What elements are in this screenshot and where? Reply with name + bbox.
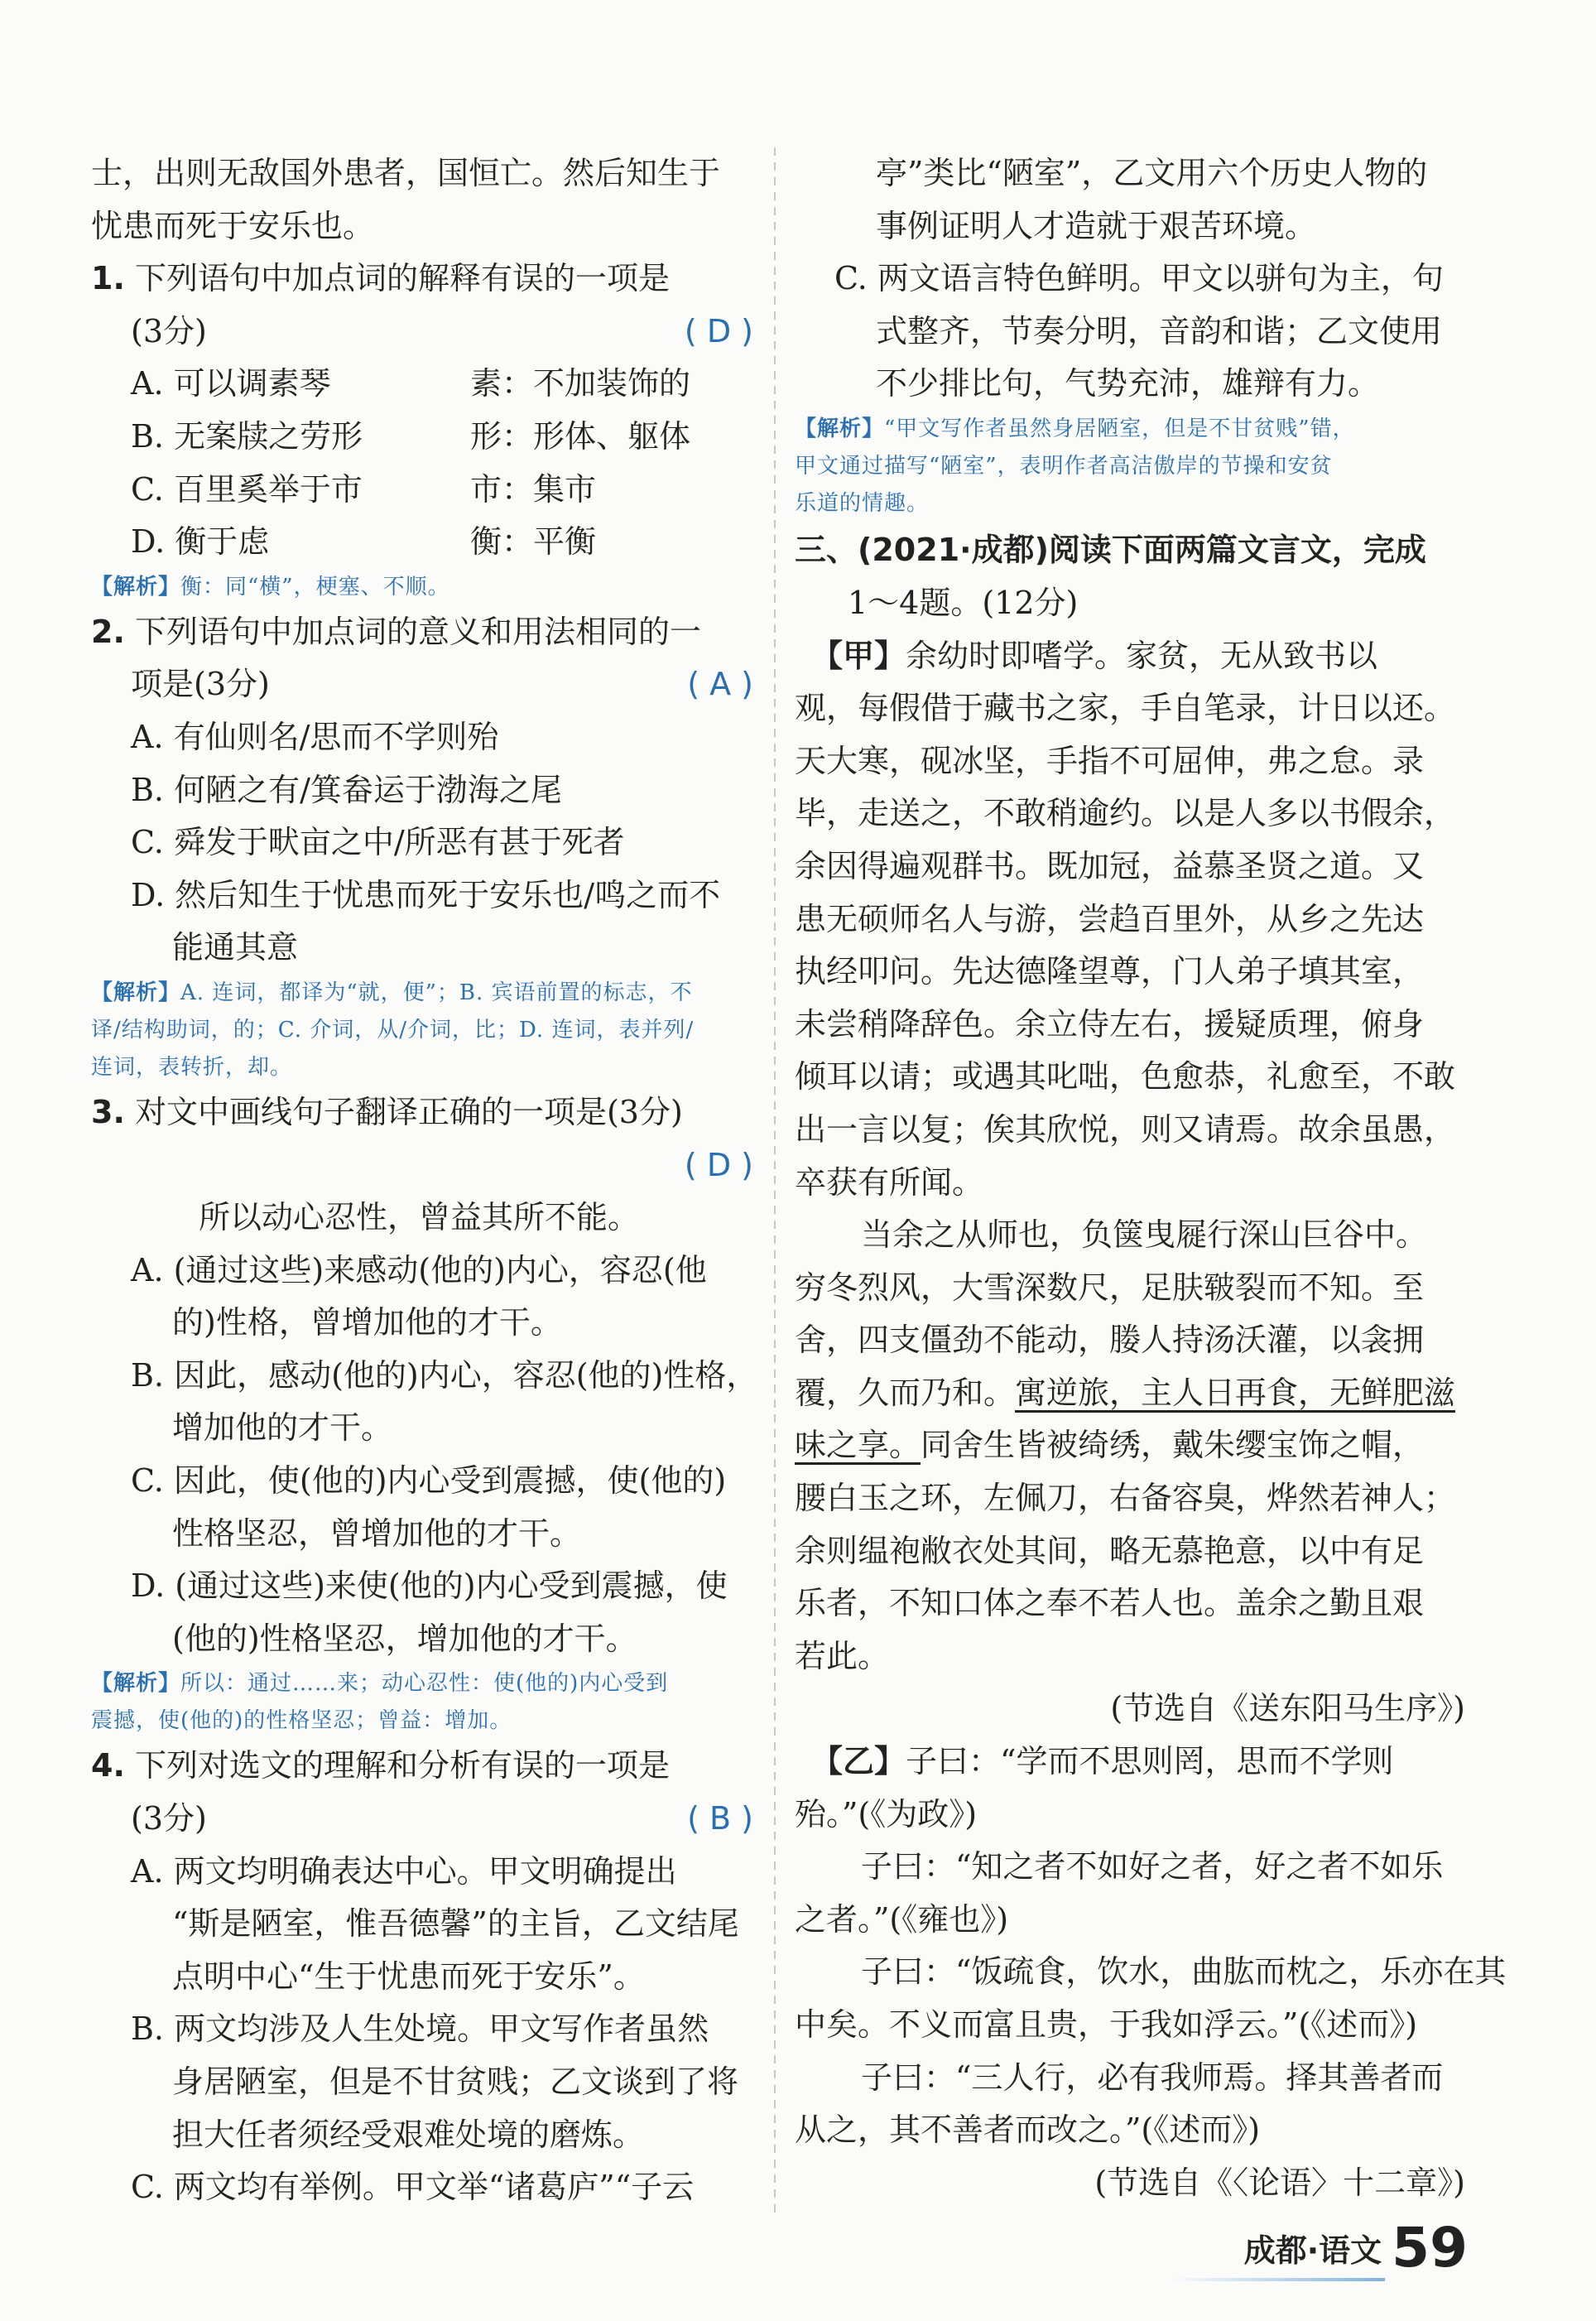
q3-option: B. 因此，感动(他的)内心，容忍(他的)性格， <box>131 1356 758 1394</box>
q3-option-cont: 的)性格，曾增加他的才干。 <box>172 1304 562 1341</box>
q4-number: 4. <box>91 1747 125 1784</box>
option-text: B. 无案牍之劳形 <box>131 417 363 455</box>
section-heading: 三、(2021·成都)阅读下面两篇文言文，完成 <box>795 531 1426 568</box>
passage-yi-line: 子曰：“饭疏食，饮水，曲肱而枕之，乐亦在其 <box>861 1953 1507 1991</box>
left-column <box>91 147 758 2214</box>
passage-yi-line: 中矣。不义而富且贵，于我如浮云。”(《述而》) <box>795 2006 1418 2043</box>
explanation-text: A. 连词，都译为“就，便”；B. 宾语前置的标志，不 <box>180 980 693 1005</box>
q3-answer-line <box>91 1139 753 1192</box>
passage-yi-line: 从之，其不善者而改之。”(《述而》) <box>795 2112 1261 2149</box>
passage-jia-line: 当余之从师也，负箧曳屣行深山巨谷中。 <box>861 1216 1428 1254</box>
explanation-tag: 【解析】 <box>91 980 181 1005</box>
passage-yi-line: 子曰：“知之者不如好之者，好之者不如乐 <box>861 1848 1444 1885</box>
explanation-tag: 【解析】 <box>795 416 885 441</box>
page-footer <box>1243 2216 1468 2280</box>
passage-yi-line: 之者。”(《雍也》) <box>795 1900 1009 1938</box>
passage-text: 子曰：“学而不思则罔，思而不学则 <box>906 1743 1394 1780</box>
explanation-tag: 【解析】 <box>91 574 181 600</box>
passage-yi-source: (节选自《〈论语〉十二章》) <box>1094 2164 1465 2201</box>
q3-option-cont: 性格坚忍，曾增加他的才干。 <box>172 1514 582 1552</box>
explanation-text: 衡：同“横”，梗塞、不顺。 <box>180 574 450 600</box>
explanation-tag: 【解析】 <box>91 1671 181 1697</box>
passage-text: 覆，久而乃和。 <box>795 1374 1016 1411</box>
q2-option: B. 何陋之有/箕畚运于渤海之尾 <box>131 771 562 808</box>
passage-jia-line: 观，每假借于藏书之家，手自笔录，计日以还。 <box>795 690 1456 727</box>
q3-option: A. (通过这些)来感动(他的)内心，容忍(他 <box>131 1251 707 1288</box>
q4-option-cont: 点明中心“生于忧患而死于安乐”。 <box>172 1957 645 1995</box>
section-heading-cont: 1～4题。(12分) <box>848 584 1079 621</box>
q1-number: 1. <box>91 260 125 297</box>
q4-explanation: 甲文通过描写“陋室”，表明作者高洁傲岸的节操和安贫 <box>795 453 1333 479</box>
passage-jia-line: 腰白玉之环，左佩刀，右备容臭，烨然若神人； <box>795 1480 1456 1517</box>
q2-number: 2. <box>91 613 125 650</box>
passage-jia-source: (节选自《送东阳马生序》) <box>1110 1690 1465 1727</box>
q3-stem <box>91 1086 753 1139</box>
passage-jia-line: 卒获有所闻。 <box>795 1163 984 1201</box>
q4-option: B. 两文均涉及人生处境。甲文写作者虽然 <box>131 2010 709 2048</box>
passage-jia-line: 舍，四支僵劲不能动，媵人持汤沃灌，以衾拥 <box>795 1322 1425 1359</box>
passage-jia-line: 若此。 <box>795 1637 890 1674</box>
q4-option-cont: 不少排比句，气势充沛，雄辩有力。 <box>876 365 1380 402</box>
q3-option: D. (通过这些)来使(他的)内心受到震撼，使 <box>131 1567 728 1605</box>
q1-explanation <box>91 569 753 606</box>
q2-stem-text: 下列语句中加点词的意义和用法相同的一 <box>134 613 701 650</box>
passage-jia-line <box>795 1419 1465 1472</box>
q1-stem-text: 下列语句中加点词的解释有误的一项是 <box>134 260 670 297</box>
page-number: 59 <box>1392 2216 1468 2280</box>
explanation-text: 所以：通过……来；动心忍性：使(他的)内心受到 <box>180 1671 669 1697</box>
passage-jia-line <box>795 1367 1465 1420</box>
passage-jia-line: 穷冬烈风，大雪深数尺，足肤皲裂而不知。至 <box>795 1269 1425 1306</box>
underlined-sentence: 味之享。 <box>795 1427 921 1464</box>
q4-option-cont: 身居陋室，但是不甘贫贱；乙文谈到了将 <box>172 2063 739 2100</box>
q4-option: A. 两文均明确表达中心。甲文明确提出 <box>131 1852 677 1890</box>
passage-jia-line: 患无硕师名人与游，尝趋百里外，从乡之先达 <box>795 900 1425 937</box>
right-column <box>795 147 1507 2209</box>
q3-explanation <box>91 1665 753 1702</box>
q4-explanation <box>795 411 1465 448</box>
q2-stem <box>91 658 753 711</box>
passage-jia-line: 未尝稍降辞色。余立侍左右，援疑质理，俯身 <box>795 1005 1425 1043</box>
option-gloss: 衡：平衡 <box>470 523 597 561</box>
passage-jia-line: 毕，走送之，不敢稍逾约。以是人多以书假余， <box>795 795 1456 832</box>
passage-jia-line: 余因得遍观群书。既加冠，益慕圣贤之道。又 <box>795 847 1425 884</box>
q1-stem <box>91 306 753 359</box>
q2-option: C. 舜发于畎亩之中/所恶有甚于死者 <box>131 824 625 861</box>
q3-option: C. 因此，使(他的)内心受到震撼，使(他的) <box>131 1462 727 1500</box>
passage-jia-line: 执经叩问。先达德隆望尊，门人弟子填其室， <box>795 953 1425 990</box>
q4-stem-text: 下列对选文的理解和分析有误的一项是 <box>134 1747 670 1784</box>
q1-answer: ( D ) <box>684 312 753 349</box>
q2-answer: ( A ) <box>687 666 753 703</box>
q4-stem-text: (3分) <box>131 1800 207 1837</box>
passage-jia-line: 倾耳以请；或遇其叱咄，色愈恭，礼愈至，不敢 <box>795 1058 1456 1095</box>
q2-option-cont: 能通其意 <box>172 929 299 966</box>
q3-quote: 所以动心忍性，曾益其所不能。 <box>199 1199 640 1236</box>
q4-option-cont: 亭”类比“陋室”，乙文用六个历史人物的 <box>876 155 1428 191</box>
q3-option-cont: (他的)性格坚忍，增加他的才干。 <box>172 1620 637 1657</box>
q4-stem <box>91 1793 753 1846</box>
q4-option: C. 两文语言特色鲜明。甲文以骈句为主，句 <box>834 260 1444 297</box>
q1-option-d <box>91 516 753 569</box>
footer-bar <box>1170 2278 1385 2281</box>
passage-jia-line: 出一言以复；俟其欣悦，则又请焉。故余虽愚， <box>795 1110 1456 1148</box>
passage-yi-tag: 【乙】 <box>811 1743 906 1780</box>
q4-explanation: 乐道的情趣。 <box>795 490 930 516</box>
q4-option: C. 两文均有举例。甲文举“诸葛庐”“子云 <box>131 2169 695 2206</box>
passage-jia-line: 天大寒，砚冰坚，手指不可屈伸，弗之怠。录 <box>795 742 1425 779</box>
column-divider <box>774 147 776 2217</box>
q1-stem <box>91 253 753 306</box>
option-gloss: 市：集市 <box>470 470 597 508</box>
passage-jia-line: 乐者，不知口体之奉不若人也。盖余之勤且艰 <box>795 1585 1425 1622</box>
q1-option-c <box>91 464 753 517</box>
intro-line: 士，出则无敌国外患者，国恒亡。然后知生于 <box>91 155 721 191</box>
q3-option-cont: 增加他的才干。 <box>172 1409 393 1447</box>
q2-option: A. 有仙则名/思而不学则殆 <box>131 718 499 755</box>
option-text: A. 可以调素琴 <box>131 365 331 402</box>
passage-text: 同舍生皆被绮绣，戴朱缨宝饰之帽， <box>921 1427 1425 1464</box>
q4-option-cont: 式整齐，节奏分明，音韵和谐；乙文使用 <box>876 312 1443 349</box>
q4-option-cont: 担大任者须经受艰难处境的磨炼。 <box>172 2116 645 2153</box>
passage-text: 余幼时即嗜学。家贫，无从致书以 <box>906 637 1378 674</box>
q3-answer: ( D ) <box>684 1146 753 1183</box>
q2-stem-text: 项是(3分) <box>131 666 270 703</box>
q1-option-a <box>91 358 753 411</box>
q2-option: D. 然后知生于忧患而死于安乐也/鸣之而不 <box>131 876 721 913</box>
passage-jia-line: 余则缊袍敝衣处其间，略无慕艳意，以中有足 <box>795 1532 1425 1569</box>
footer-label: 成都·语文 <box>1243 2232 1382 2269</box>
q4-option-cont: 事例证明人才造就于艰苦环境。 <box>876 207 1317 244</box>
q2-explanation <box>91 975 753 1012</box>
q3-number: 3. <box>91 1093 125 1130</box>
passage-yi-line: 殆。”(《为政》) <box>795 1795 978 1832</box>
passage-yi-line <box>795 1736 1465 1789</box>
q4-option-cont: “斯是陋室，惟吾德馨”的主旨，乙文结尾 <box>172 1905 739 1943</box>
q4-answer: ( B ) <box>687 1800 753 1837</box>
q4-stem <box>91 1740 753 1793</box>
q1-option-b <box>91 411 753 464</box>
q3-stem-text: 对文中画线句子翻译正确的一项是(3分) <box>134 1093 683 1130</box>
option-gloss: 素：不加装饰的 <box>470 365 691 402</box>
q3-explanation: 震撼，使(他的)的性格坚忍；曾益：增加。 <box>91 1708 512 1734</box>
explanation-text: “甲文写作者虽然身居陋室，但是不甘贫贱”错， <box>884 416 1355 441</box>
q2-stem <box>91 606 753 659</box>
q2-explanation: 连词，表转折，却。 <box>91 1054 293 1080</box>
q1-stem-text: (3分) <box>131 312 207 349</box>
passage-jia-tag: 【甲】 <box>811 637 906 674</box>
intro-line: 忧患而死于安乐也。 <box>91 207 375 244</box>
underlined-sentence: 寓逆旅，主人日再食，无鲜肥滋 <box>1015 1374 1456 1411</box>
option-text: D. 衡于虑 <box>131 523 270 561</box>
passage-yi-line: 子曰：“三人行，必有我师焉。择其善者而 <box>861 2059 1444 2096</box>
passage-jia-line <box>795 630 1465 683</box>
q2-explanation: 译/结构助词，的；C. 介词，从/介词，比；D. 连词，表并列/ <box>91 1017 695 1043</box>
option-gloss: 形：形体、躯体 <box>470 417 691 455</box>
option-text: C. 百里奚举于市 <box>131 470 363 508</box>
